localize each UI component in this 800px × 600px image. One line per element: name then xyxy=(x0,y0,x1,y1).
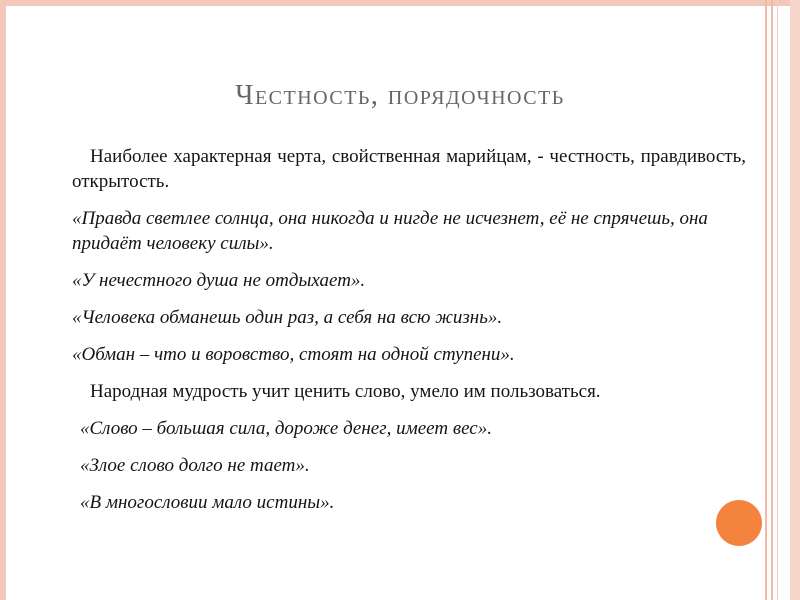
proverb-quote: «Человека обманешь один раз, а себя на всю жизнь». xyxy=(72,307,503,328)
slide-title: Честность, порядочность xyxy=(235,80,565,111)
proverb-quote: «Слово – большая сила, дороже денег, имеет вес». xyxy=(80,418,492,439)
paragraph-intro: Наиболее характерная черта, свойственная марийцам, - честность, правдивость, открытость. xyxy=(72,146,746,192)
proverb-quote: «Правда светлее солнца, она никогда и нигде не исчезнет, её не спрячешь, она придаёт человеку силы». xyxy=(72,208,708,254)
proverb-quote: «Злое слово долго не тает». xyxy=(80,455,310,476)
paragraph-wisdom: Народная мудрость учит ценить слово, умело им пользоваться. xyxy=(90,381,601,402)
proverb-quote: «В многословии мало истины». xyxy=(80,492,335,513)
proverb-quote: «Обман – что и воровство, стоят на одной ступени». xyxy=(72,344,515,365)
slide-body xyxy=(72,144,746,515)
top-border xyxy=(0,0,800,6)
proverb-quote: «У нечестного душа не отдыхает». xyxy=(72,270,366,291)
